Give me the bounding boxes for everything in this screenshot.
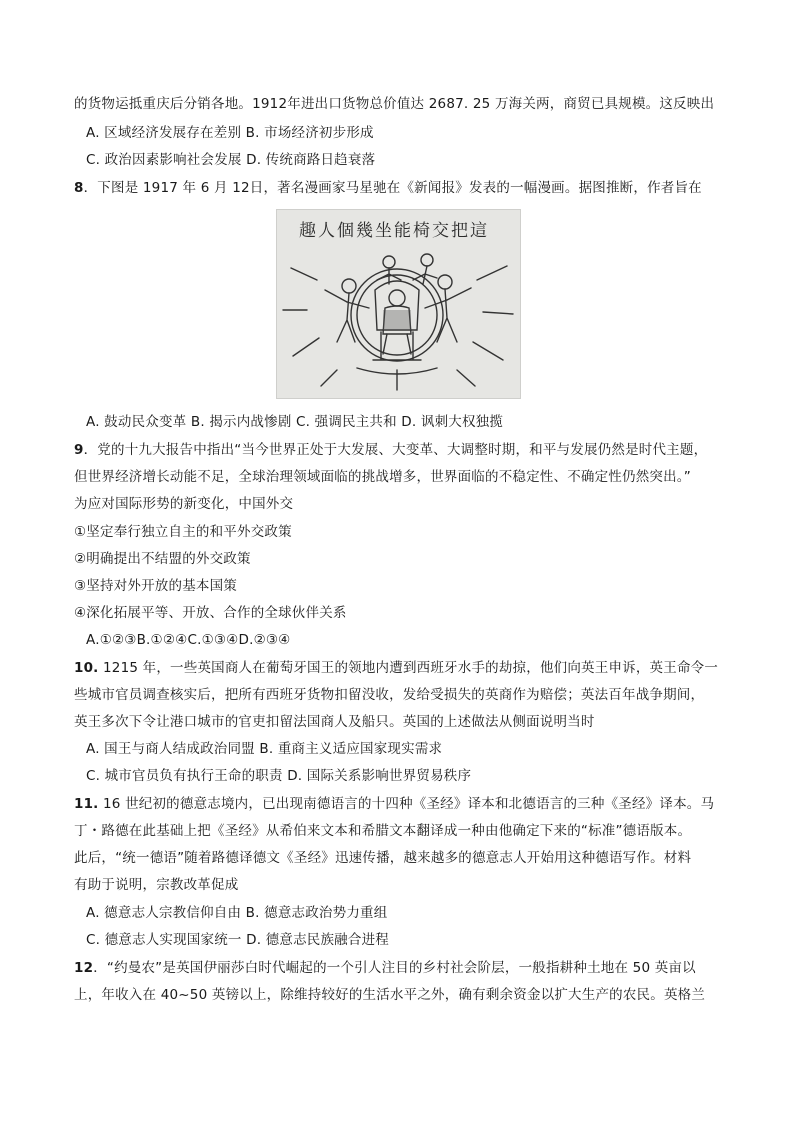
q8-number: 8 [74, 180, 84, 196]
q11-stem-line2: 丁・路德在此基础上把《圣经》从希伯来文本和希腊文本翻译成一种由他确定下来的“标准”德语版本。 [74, 823, 692, 839]
q10-text-1: 1215 年，一些英国商人在葡萄牙国王的领地内遭到西班牙水手的劫掠，他们向英王申诉，英王命令一 [98, 660, 719, 676]
q11-stem-line1 [74, 794, 724, 814]
cartoon-image [276, 209, 521, 399]
cartoon-drawing [277, 210, 520, 398]
q9-item-3: ③坚持对外开放的基本国策 [74, 578, 238, 594]
q9-stem-line3: 为应对国际形势的新变化，中国外交 [74, 496, 294, 512]
q7-options-cd: C. 政治因素影响社会发展 D. 传统商路日趋衰落 [86, 152, 376, 168]
q10-stem-line1 [74, 658, 724, 678]
q11-number: 11. [74, 796, 99, 812]
q10-options-cd: C. 城市官员负有执行王命的职责 D. 国际关系影响世界贸易秩序 [86, 768, 472, 784]
q12-text-1: ．“约曼农”是英国伊丽莎白时代崛起的一个引人注目的乡村社会阶层，一般指耕种土地在 50 英亩以 [93, 960, 696, 976]
q9-text-1: ．党的十九大报告中指出“当今世界正处于大发展、大变革、大调整时期，和平与发展仍然是时代主题， [83, 442, 708, 458]
q10-stem-line3: 英王多次下令让港口城市的官吏扣留法国商人及船只。英国的上述做法从侧面说明当时 [74, 714, 595, 730]
q11-stem-line4: 有助于说明，宗教改革促成 [74, 877, 239, 893]
q10-options-ab: A. 国王与商人结成政治同盟 B. 重商主义适应国家现实需求 [86, 741, 443, 757]
q9-item-1: ①坚定奉行独立自主的和平外交政策 [74, 524, 292, 540]
q7-stem-tail: 的货物运抵重庆后分销各地。1912年进出口货物总价值达 2687. 25 万海关两，商贸已具规模。这反映出 [74, 96, 715, 112]
q12-number: 12 [74, 960, 94, 976]
q7-options-ab: A. 区域经济发展存在差别 B. 市场经济初步形成 [86, 125, 374, 141]
q12-stem-line2: 上，年收入在 40~50 英镑以上，除维持较好的生活水平之外，确有剩余资金以扩大生产的农民。英格兰 [74, 987, 706, 1003]
q8-text: ．下图是 1917 年 6 月 12日，著名漫画家马星驰在《新闻报》发表的一幅漫画。据图推断，作者旨在 [83, 180, 702, 196]
q9-item-2: ②明确提出不结盟的外交政策 [74, 551, 251, 567]
q9-item-4: ④深化拓展平等、开放、合作的全球伙伴关系 [74, 605, 347, 621]
q11-text-1: 16 世纪初的德意志境内，已出现南德语言的十四种《圣经》译本和北德语言的三种《圣经》译本。马 [98, 796, 715, 812]
q11-options-ab: A. 德意志人宗教信仰自由 B. 德意志政治势力重组 [86, 905, 388, 921]
q9-options: A.①②③B.①②④C.①③④D.②③④ [86, 632, 291, 648]
q10-stem-line2: 些城市官员调查核实后，把所有西班牙货物扣留没收，发给受损失的英商作为赔偿；英法百年战争期间， [74, 687, 705, 703]
q9-number: 9 [74, 442, 84, 458]
cartoon-title: 趣人個幾坐能椅交把這 [299, 221, 489, 241]
q9-stem-line1 [74, 440, 724, 460]
q11-options-cd: C. 德意志人实现国家统一 D. 德意志民族融合进程 [86, 932, 389, 948]
q10-number: 10. [74, 660, 99, 676]
q11-stem-line3: 此后，“统一德语”随着路德译德文《圣经》迅速传播，越来越多的德意志人开始用这种德语写作。材料 [74, 850, 692, 866]
q9-stem-line2: 但世界经济增长动能不足，全球治理领域面临的挑战增多，世界面临的不稳定性、不确定性仍然突出。” [74, 469, 691, 485]
q8-options: A. 鼓动民众变革 B. 揭示内战惨剧 C. 强调民主共和 D. 讽刺大权独揽 [86, 414, 504, 430]
q12-stem-line1 [74, 958, 724, 978]
q8-stem [74, 178, 724, 198]
